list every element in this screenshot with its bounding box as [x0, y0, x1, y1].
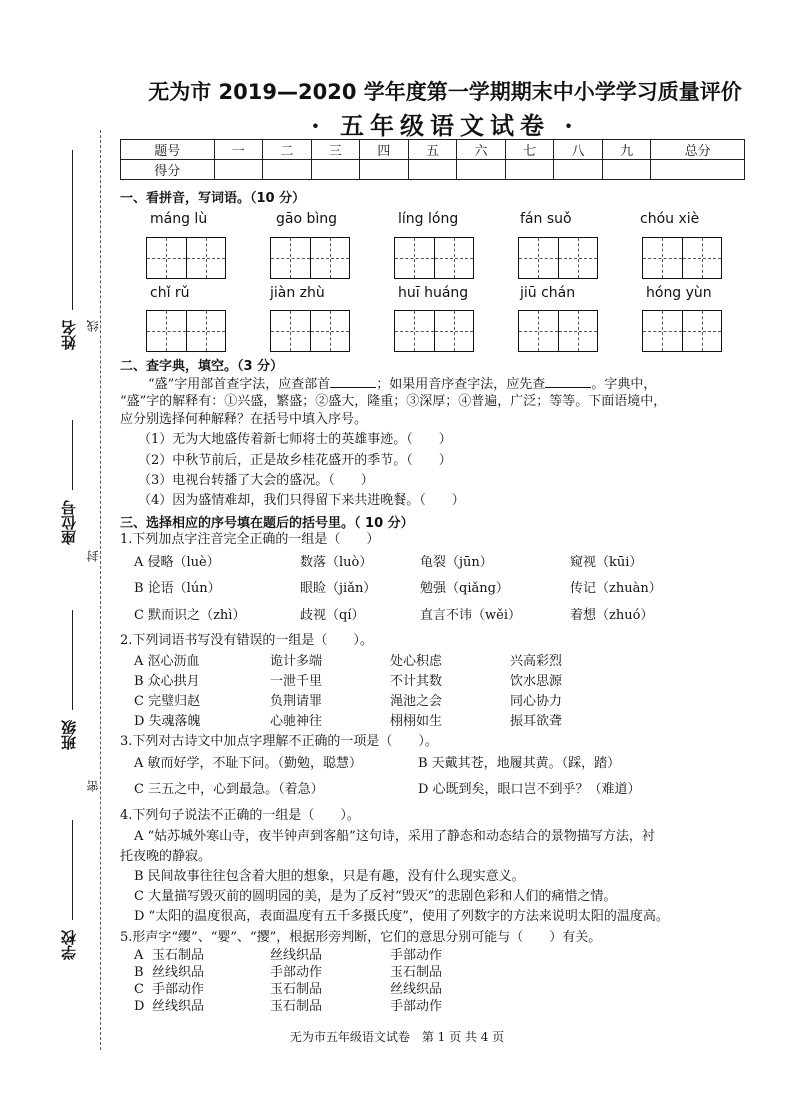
score-label-cell: 得分 [121, 160, 215, 180]
q2-option: 处心积虑 [390, 654, 443, 669]
q5-option: A [134, 948, 144, 963]
score-cell: 总分 [651, 140, 745, 160]
pinyin-label: gāo bìng [276, 211, 338, 227]
writing-grid[interactable] [518, 237, 598, 279]
pinyin-label: chǐ rǔ [150, 285, 190, 301]
score-input-cell[interactable] [311, 160, 360, 180]
q1-option: 歧视（qí） [300, 608, 365, 623]
class-line [72, 610, 73, 710]
score-input-cell[interactable] [408, 160, 457, 180]
q4-option: D “太阳的温度很高，表面温度有五千多摄氏度”，使用了列数字的方法来说明太阳的温度高。 [134, 909, 669, 924]
q1-option: 着想（zhuó） [570, 608, 654, 623]
blank-letter[interactable] [545, 375, 591, 388]
question-3: 3.下列对古诗文中加点字理解不正确的一项是（ ）。 [120, 734, 438, 749]
score-cell: 五 [408, 140, 457, 160]
q4-option-cont: 托夜晚的静寂。 [120, 849, 212, 864]
question-5: 5.形声字“缨”、“婴”、“撄”，根据形旁判断，它们的意思分别可能与（ ）有关。 [120, 930, 602, 945]
section1-title: 一、看拼音，写词语。（10 分） [120, 191, 306, 206]
q5-option: 丝线织品 [152, 999, 205, 1014]
score-input-cell[interactable] [505, 160, 554, 180]
q2-option: 一泄千里 [270, 674, 323, 689]
writing-grid[interactable] [394, 237, 474, 279]
section2-line3: 应分别选择何种解释？在括号中填入序号。 [120, 412, 368, 427]
blank-radical[interactable] [330, 375, 376, 388]
score-table [120, 139, 745, 180]
score-input-cell[interactable] [651, 160, 745, 180]
q4-option: C 大量描写毁灭前的圆明园的美，是为了反衬“毁灭”的悲剧色彩和人们的痛惜之情。 [134, 889, 617, 904]
q5-option: 丝线织品 [390, 982, 443, 997]
school-label: 学校 [60, 930, 78, 960]
pinyin-label: jiū chán [520, 285, 576, 301]
q2-option: 栩栩如生 [390, 714, 443, 729]
q5-option: 丝线织品 [152, 965, 205, 980]
score-cell: 二 [263, 140, 312, 160]
pinyin-label: fán suǒ [520, 211, 572, 227]
name-label: 姓名 [60, 320, 78, 350]
question-1: 1.下列加点字注音完全正确的一组是（ ） [120, 532, 380, 547]
score-cell: 八 [554, 140, 603, 160]
q1-option: 直言不讳（wěi） [420, 608, 521, 623]
q1-option: C 默而识之（zhì） [134, 608, 246, 623]
score-cell: 一 [214, 140, 263, 160]
pinyin-label: máng lù [150, 211, 208, 227]
class-label: 班级 [60, 720, 78, 750]
section2-line1 [148, 375, 656, 394]
score-input-cell[interactable] [602, 160, 651, 180]
q1-option: 勉强（qiǎng） [420, 581, 509, 596]
q2-option: 负荆请罪 [270, 694, 323, 709]
binding-strip [58, 120, 98, 1060]
q3-option: A 敏而好学，不耻下问。（勤勉，聪慧） [134, 756, 363, 771]
q5-option: 玉石制品 [390, 965, 443, 980]
score-input-cell[interactable] [457, 160, 506, 180]
pinyin-label: jiàn zhù [270, 285, 325, 301]
section2-item: （3）电视台转播了大会的盛况。（ ） [138, 473, 374, 488]
pinyin-label: chóu xiè [640, 211, 700, 227]
section2-line2: “盛”字的解释有：①兴盛，繁盛；②盛大，隆重；③深厚；④普遍，广泛；等等。下面语境中， [120, 394, 667, 409]
q4-option: B 民间故事往往包含着大胆的想象，只是有趣，没有什么现实意义。 [134, 869, 525, 884]
pinyin-label: líng lóng [398, 211, 459, 227]
q5-option: 手部动作 [270, 965, 323, 980]
score-input-cell[interactable] [554, 160, 603, 180]
writing-grid[interactable] [518, 310, 598, 352]
school-line [72, 820, 73, 920]
q1-option: A 侵略（luè） [134, 555, 220, 570]
q2-option: 渑池之会 [390, 694, 443, 709]
q2-option: 饮水思源 [510, 674, 563, 689]
q5-option: 玉石制品 [152, 948, 205, 963]
q5-option: 手部动作 [390, 948, 443, 963]
seal-mark: 封 [86, 550, 100, 562]
q5-option: C [134, 982, 144, 997]
seat-line [72, 420, 73, 490]
section2-item: （4）因为盛情难却，我们只得留下来共进晚餐。（ ） [138, 493, 465, 508]
writing-grid[interactable] [270, 310, 350, 352]
exam-title: 无为市 2019—2020 学年度第一学期期末中小学学习质量评价 [148, 80, 742, 104]
q2-option: 兴高彩烈 [510, 654, 563, 669]
pinyin-label: hóng yùn [646, 285, 712, 301]
question-2: 2.下列词语书写没有错误的一组是（ ）。 [120, 633, 373, 648]
q1-option: 传记（zhuàn） [570, 581, 662, 596]
question-4: 4.下列句子说法不正确的一组是（ ）。 [120, 808, 360, 823]
score-cell: 三 [311, 140, 360, 160]
q3-option: D 心既到矣，眼口岂不到乎？（难道） [418, 782, 641, 797]
writing-grid[interactable] [270, 237, 350, 279]
q3-option: B 天戴其苍，地履其黄。（踩，踏） [418, 756, 621, 771]
writing-grid[interactable] [394, 310, 474, 352]
section3-title: 三、选择相应的序号填在题后的括号里。（ 10 分） [120, 516, 414, 531]
q1-option: B 论语（lún） [134, 581, 221, 596]
q5-option: 手部动作 [390, 999, 443, 1014]
q5-option: B [134, 965, 144, 980]
score-cell: 七 [505, 140, 554, 160]
q5-option: 丝线织品 [270, 948, 323, 963]
text-span: 。字典中， [591, 377, 657, 392]
text-span: ；如果用音序查字法，应先查 [376, 377, 546, 392]
q4-option: A “姑苏城外寒山寺，夜半钟声到客船”这句诗，采用了静态和动态结合的景物描写方法，衬 [134, 829, 655, 844]
writing-grid[interactable] [642, 237, 722, 279]
text-span: “盛”字用部首查字法，应查部首 [148, 377, 331, 392]
score-cell: 题号 [121, 140, 215, 160]
q1-option: 窥视（kūi） [570, 555, 643, 570]
section2-item: （2）中秋节前后，正是故乡桂花盛开的季节。（ ） [138, 453, 452, 468]
q2-option: 同心协力 [510, 694, 563, 709]
q2-option: B 众心拱月 [134, 674, 200, 689]
q5-option: 玉石制品 [270, 999, 323, 1014]
score-input-cell[interactable] [360, 160, 409, 180]
score-cell: 九 [602, 140, 651, 160]
q1-option: 龟裂（jūn） [420, 555, 493, 570]
writing-grid[interactable] [642, 310, 722, 352]
pinyin-label: huī huáng [398, 285, 469, 301]
q5-option: 手部动作 [152, 982, 205, 997]
score-cell: 四 [360, 140, 409, 160]
q1-option: 眼睑（jiǎn） [300, 581, 377, 596]
q2-option: D 失魂落魄 [134, 714, 201, 729]
section2-item: （1）无为大地盛传着新七师将士的英雄事迹。（ ） [138, 432, 452, 447]
q2-option: 诡计多端 [270, 654, 323, 669]
section2-title: 二、查字典，填空。（3 分） [120, 359, 284, 374]
q5-option: 玉石制品 [270, 982, 323, 997]
name-line [72, 150, 73, 310]
q2-option: 心驰神往 [270, 714, 323, 729]
q2-option: 不计其数 [390, 674, 443, 689]
score-header-row [121, 140, 745, 160]
writing-grid[interactable] [146, 310, 226, 352]
score-input-cell[interactable] [214, 160, 263, 180]
q2-option: 振耳欲聋 [510, 714, 563, 729]
page-footer: 无为市五年级语文试卷 第 1 页 共 4 页 [289, 1030, 505, 1044]
writing-grid[interactable] [146, 237, 226, 279]
score-cell: 六 [457, 140, 506, 160]
q3-option: C 三五之中，心到最急。（着急） [134, 782, 324, 797]
q2-option: C 完璧归赵 [134, 694, 201, 709]
cut-line [100, 130, 101, 1050]
score-input-cell[interactable] [263, 160, 312, 180]
dense-mark: 密 [86, 780, 100, 792]
seat-label: 座位号 [60, 500, 78, 545]
line-mark: 线 [86, 320, 100, 332]
q5-option: D [134, 999, 145, 1014]
exam-subtitle: · 五年级语文试卷 · [311, 111, 579, 140]
q1-option: 数落（luò） [300, 555, 373, 570]
score-value-row [121, 160, 745, 180]
q2-option: A 沤心沥血 [134, 654, 200, 669]
